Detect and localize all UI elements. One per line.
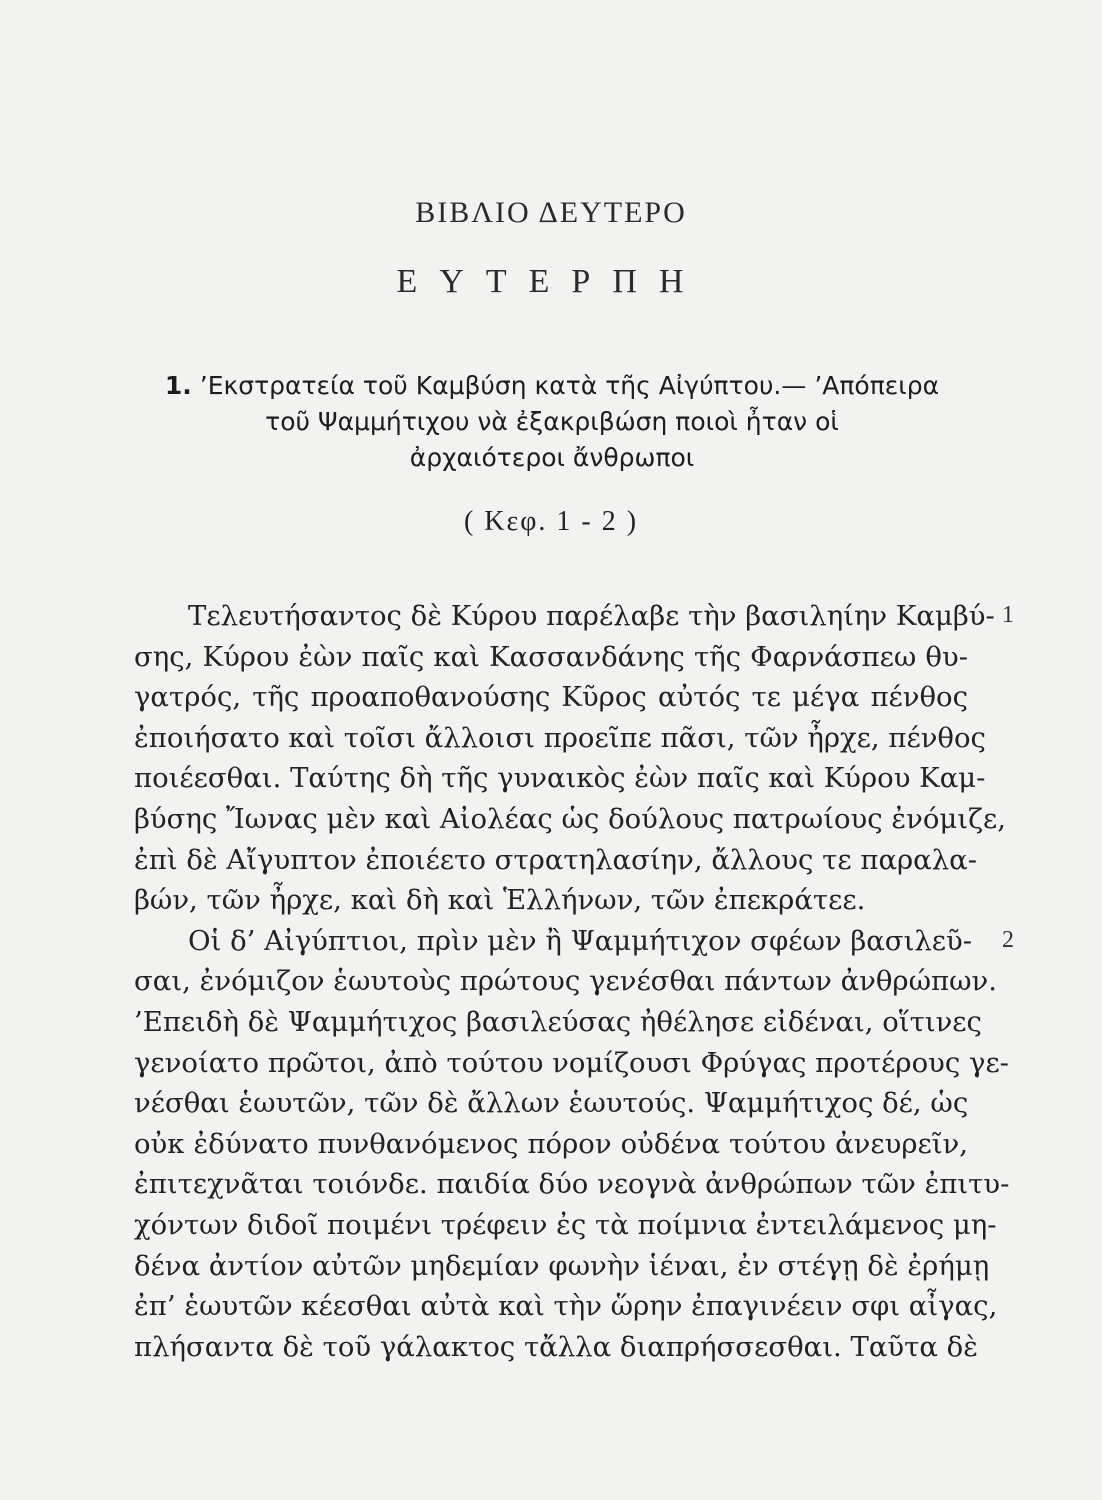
section-title-line-1: 1. ’Εκστρατεία τοῦ Καμβύση κατὰ τῆς Αἰγύπτου.— ’Απόπειρα [164,371,940,400]
text-line: ’Επειδὴ δὲ Ψαμμήτιχος βασιλεύσας ἠθέλησε εἰδέναι, οἵτινες [134,1005,982,1038]
text-line: πλήσαντα δὲ τοῦ γάλακτος τἄλλα διαπρήσσεσθαι. Ταῦτα δὲ [134,1330,978,1363]
body-text [134,596,1010,1367]
section-title-line-3: ἀρχαιότεροι ἄνθρωποι [409,443,695,472]
chapter-reference: ( Κεφ. 1 - 2 ) [463,506,639,537]
text-line: ἐπ’ ἑωυτῶν κέεσθαι αὐτὰ καὶ τὴν ὥρην ἐπαγινέειν σφι αἶγας, [134,1290,998,1323]
text-line: οὐκ ἐδύνατο πυνθανόμενος πόρον οὐδένα τούτου ἀνευρεῖν, [134,1127,968,1160]
text-line: ποιέεσθαι. Ταύτης δὴ τῆς γυναικὸς ἐὼν παῖς καὶ Κύρου Καμ- [134,762,986,795]
margin-chapter-number-2: 2 [1002,927,1014,953]
text-line: Τελευτήσαντος δὲ Κύρου παρέλαβε τὴν βασιληίην Καμβύ- [188,600,995,632]
paragraph-2 [134,921,1010,1368]
text-line: δένα ἀντίον αὐτῶν μηδεμίαν φωνὴν ἱέναι, ἐν στέγῃ δὲ ἐρήμῃ [134,1249,990,1282]
muse-heading: ΕΥΤΕΡΠΗ [396,263,706,300]
text-line: χόντων διδοῖ ποιμένι τρέφειν ἐς τὰ ποίμνια ἐντειλάμενος μη- [134,1208,997,1241]
text-line: Οἱ δ’ Αἰγύπτιοι, πρὶν μὲν ἢ Ψαμμήτιχον σφέων βασιλεῦ- [188,924,973,957]
text-line: βύσης Ἴωνας μὲν καὶ Αἰολέας ὡς δούλους πατρωίους ἐνόμιζε, [134,802,1006,835]
text-line: γατρός, τῆς προαποθανούσης Κῦρος αὐτός τε μέγα πένθος [134,681,968,714]
text-line: βών, τῶν ἦρχε, καὶ δὴ καὶ Ἑλλήνων, τῶν ἐπεκράτεε. [134,884,866,917]
book-heading: ΒΙΒΛΙΟ ΔΕΥΤΕΡΟ [415,196,687,229]
text-line: ἐποιήσατο καὶ τοῖσι ἄλλοισι προεῖπε πᾶσι, τῶν ἦρχε, πένθος [134,721,986,754]
text-line: νέσθαι ἑωυτῶν, τῶν δὲ ἄλλων ἑωυτούς. Ψαμμήτιχος δέ, ὡς [134,1087,969,1120]
section-number: 1. [164,371,192,400]
section-title [132,368,972,476]
paragraph-1 [134,596,1006,921]
section-title-line-2: τοῦ Ψαμμήτιχου νὰ ἐξακριβώση ποιοὶ ἦταν οἱ [265,407,839,436]
text-line: ἐπιτεχνᾶται τοιόνδε. παιδία δύο νεογνὰ ἀνθρώπων τῶν ἐπιτυ- [134,1168,1010,1201]
text-line: σαι, ἐνόμιζον ἑωυτοὺς πρώτους γενέσθαι πάντων ἀνθρώπων. [134,965,997,998]
margin-chapter-number-1: 1 [1002,602,1014,628]
text-line: σης, Κύρου ἐὼν παῖς καὶ Κασσανδάνης τῆς Φαρνάσπεω θυ- [134,640,968,673]
text-line: ἐπὶ δὲ Αἴγυπτον ἐποιέετο στρατηλασίην, ἄλλους τε παραλα- [134,843,978,876]
text-line: γενοίατο πρῶτοι, ἀπὸ τούτου νομίζουσι Φρύγας προτέρους γε- [134,1046,1009,1079]
